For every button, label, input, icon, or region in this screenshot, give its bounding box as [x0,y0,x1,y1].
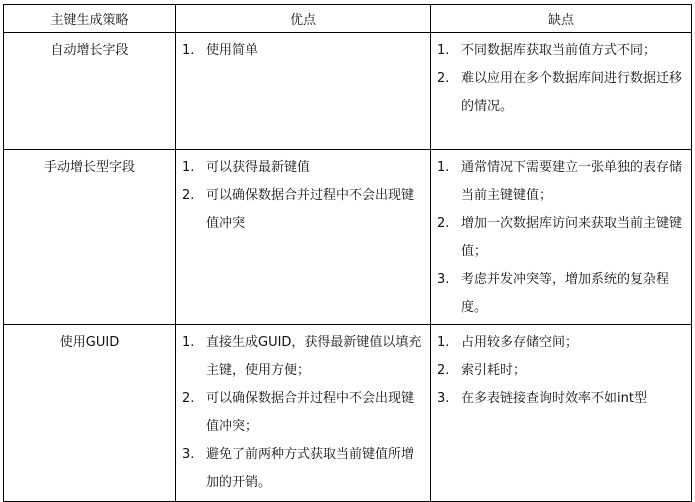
list-item [182,182,426,238]
list-item [182,385,426,441]
list-text: 可以确保数据合并过程中不会出现键值冲突 [206,188,415,231]
list-text: 在多表链接查询时效率不如int型 [461,391,647,406]
list-item [437,37,687,65]
table-row [4,325,692,502]
list-number: 1. [182,335,195,350]
list-item [437,154,687,210]
header-cons: 缺点 [431,5,692,33]
list-text: 可以确保数据合并过程中不会出现键值冲突； [206,391,415,434]
list-item [437,65,687,121]
list-number: 2. [182,391,195,406]
list-item [182,37,426,65]
list-item [182,329,426,385]
cons-cell [431,33,692,150]
list-text: 直接生成GUID，获得最新键值以填充主键，使用方便； [206,335,422,378]
list-number: 1. [437,43,450,58]
list-number: 2. [437,363,450,378]
list-text: 考虑并发冲突等，增加系统的复杂程度。 [461,272,670,315]
pros-list [176,33,430,65]
pros-cell [176,150,431,325]
list-text: 通常情况下需要建立一张单独的表存储当前主键键值； [461,160,683,203]
list-text: 难以应用在多个数据库间进行数据迁移的情况。 [461,71,683,114]
list-text: 索引耗时； [461,363,527,378]
pros-list [176,150,430,238]
header-row [4,5,692,33]
list-number: 3. [437,272,450,287]
list-number: 1. [182,160,195,175]
table-row [4,150,692,325]
list-item [437,266,687,322]
strategy-cell: 自动增长字段 [4,33,176,150]
list-text: 不同数据库获取当前值方式不同； [461,43,657,58]
list-item [437,385,687,413]
cons-list [431,150,691,322]
strategy-cell: 手动增长型字段 [4,150,176,325]
list-number: 2. [437,71,450,86]
pros-cell [176,325,431,502]
list-number: 1. [437,160,450,175]
comparison-table [3,4,692,502]
list-number: 2. [437,216,450,231]
list-item [437,357,687,385]
cons-cell [431,325,692,502]
list-text: 可以获得最新键值 [206,160,311,175]
strategy-cell: 使用GUID [4,325,176,502]
list-number: 3. [437,391,450,406]
cons-cell [431,150,692,325]
header-pros: 优点 [176,5,431,33]
list-item [182,441,426,497]
cons-list [431,33,691,121]
list-number: 1. [182,43,195,58]
pros-list [176,325,430,497]
cons-list [431,325,691,413]
list-number: 3. [182,447,195,462]
list-text: 增加一次数据库访问来获取当前主键键值； [461,216,683,259]
list-number: 2. [182,188,195,203]
list-text: 使用简单 [206,43,259,58]
list-text: 避免了前两种方式获取当前键值所增加的开销。 [206,447,415,490]
list-item [437,210,687,266]
list-item [437,329,687,357]
pros-cell [176,33,431,150]
list-item [182,154,426,182]
list-text: 占用较多存储空间； [461,335,579,350]
header-strategy: 主键生成策略 [4,5,176,33]
table-row [4,33,692,150]
list-number: 1. [437,335,450,350]
